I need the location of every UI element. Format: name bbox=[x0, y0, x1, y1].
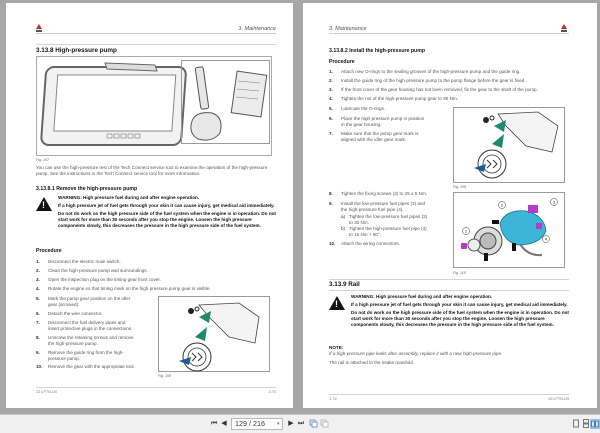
intro-paragraph: You can use the high-pressure test of the Tech Connect service tool to examine the operation of the high-pressure pump. See the instructions in the Tech Connect service tool for more information. bbox=[36, 165, 268, 176]
figure-110 bbox=[453, 192, 565, 268]
components-inset bbox=[181, 60, 270, 144]
single-page-view-icon[interactable] bbox=[571, 419, 581, 429]
last-page-icon[interactable]: ⏭ bbox=[297, 420, 305, 427]
section-title: 3.13.8 High-pressure pump bbox=[36, 47, 117, 54]
warning-title: WARNING: High pressure fuel during and after engine operation. bbox=[351, 294, 493, 299]
warning-text-2: Do not do work on the high pressure side of the fuel system when the engine is in operation. Do not start work for more than 30 seconds after you stop the engine. Loosen the high pressure components slowly, this decreases the pressure in the high pressure side of the fuel system. bbox=[351, 310, 569, 327]
svg-text:3: 3 bbox=[552, 199, 556, 205]
header-section: 3. Maintenance bbox=[329, 26, 367, 32]
pump-assembly-illustration bbox=[454, 193, 566, 269]
note-label: NOTE: bbox=[329, 345, 344, 350]
first-page-icon[interactable]: ⏮ bbox=[210, 420, 218, 427]
footer-page-number: 3-74 bbox=[329, 397, 337, 401]
divider bbox=[329, 290, 569, 291]
procedure-list: 1. Attach new O-rings to the sealing grooves of the high-pressure pump and the guide ring. 2. Install the guide ring of the high-pressure pump to the pump flange before the gear is fixed. 3. If the front cover of the gear housing has not been removed, fix the gear to the shaft of the pump. 4. Tighten the nut of the high-pressure pump gear to 80 Nm. 5. Lubricate the O-rings. 6. Place the high-pressure pump in position in the gear housing. 7. Make sure that the pump gear mark is aligned with the idler gear mark. 8. Tighten the fixing screws (2) to 25 ± 5 Nm. 9. Install the low-pressure fuel pipes (3) and the high-pressure fuel pipe (4). a) Tighten the low-pressure fuel pipes (3) to 30 Nm. b) Tighten the high-pressure fuel pipe (4) to 15 Nm + 60°. 10. Attach the wiring connectors. bbox=[329, 69, 538, 246]
warning-box bbox=[329, 294, 569, 344]
warning-title: WARNING: High pressure fuel during and after engine operation. bbox=[58, 195, 200, 200]
figure-caption: Fig. 108 bbox=[158, 374, 171, 378]
figure-caption: Fig. 110 bbox=[453, 271, 466, 275]
figure-107 bbox=[36, 56, 272, 156]
pump-gear-alignment-illustration bbox=[454, 108, 566, 184]
viewer-toolbar bbox=[0, 414, 600, 433]
warning-icon bbox=[36, 197, 52, 211]
procedure-list: 1. Disconnect the electric main switch. 2. Clean the high-pressure pump and surroundings. 3. Open the inspection plug on the timing gear front cover. 4. Rotate the engine so that timing mark on the high pressure pump gear is visible. 5. Mark the pump gear position on the idler gear (arrowed). 6. Detach the wire connector. 7. Disconnect the fuel delivery pipes and insert protective plugs in the connections. 8. Unscrew the retaining screws and remove the high-pressure pump. 9. Remove the guide ring from the high-pressure pump. 10. Remove the gear with the appropriate tool. bbox=[36, 259, 211, 369]
subsection-title: 3.13.8.1 Remove the high-pressure pump bbox=[36, 186, 138, 192]
page-header bbox=[329, 23, 569, 34]
page-number-input[interactable]: 129 / 216 bbox=[231, 418, 283, 430]
rail-text: The rail is attached to the intake manifold. bbox=[329, 360, 415, 365]
svg-text:4: 4 bbox=[544, 236, 548, 242]
page-left bbox=[6, 3, 293, 408]
two-page-view-icon[interactable] bbox=[590, 419, 600, 429]
subsection-title: 3.13.8.2 Install the high-pressure pump bbox=[329, 48, 425, 54]
divider bbox=[329, 279, 569, 280]
next-page-icon[interactable]: ▶ bbox=[288, 420, 294, 427]
header-section: 3. Maintenance bbox=[238, 26, 276, 32]
copy-icon[interactable] bbox=[308, 419, 318, 429]
footer-doc-code: 33 LFTN-D5 bbox=[548, 397, 569, 401]
svg-text:1: 1 bbox=[464, 228, 468, 234]
pump-gear-illustration bbox=[159, 297, 271, 373]
warning-icon bbox=[329, 296, 345, 310]
divider bbox=[36, 44, 276, 45]
footer-page-number: 3-73 bbox=[268, 390, 276, 394]
note-text: If a high-pressure pipe leaks after assembly, replace it with a new high-pressure pipe. bbox=[329, 351, 503, 356]
procedure-label: Procedure bbox=[329, 59, 355, 65]
warning-box bbox=[36, 195, 276, 245]
paste-icon[interactable] bbox=[319, 419, 329, 429]
warning-text-1: If a high pressure jet of fuel gets through your skin it can cause injury, get medical aid immediately. bbox=[58, 203, 275, 208]
page-footer bbox=[36, 387, 276, 395]
figure-109 bbox=[453, 107, 565, 183]
page-header bbox=[36, 23, 276, 34]
figure-108 bbox=[158, 296, 270, 372]
procedure-label: Procedure bbox=[36, 248, 62, 254]
warning-text-1: If a high pressure jet of fuel gets through your skin it can cause injury, get medical aid immediately. bbox=[351, 302, 568, 307]
footer-doc-code: 33 LFTN-D5 bbox=[36, 390, 57, 394]
page-right bbox=[303, 3, 597, 408]
page-footer bbox=[329, 394, 569, 402]
section-title: 3.13.9 Rail bbox=[329, 281, 360, 288]
page-dropdown-icon[interactable]: ▾ bbox=[277, 421, 280, 427]
svg-text:2: 2 bbox=[500, 202, 504, 208]
figure-caption: Fig. 109 bbox=[453, 185, 466, 189]
brand-logo bbox=[561, 24, 567, 32]
warning-text-2: Do not do work on the high pressure side of the fuel system when the engine is in operation. Do not start work for more than 30 seconds after you stop the engine. Loosen the high pressure components slowly, this decreases the pressure in the high pressure side of the fuel system. bbox=[58, 211, 276, 228]
injector-ecu-pump-icon bbox=[182, 61, 271, 145]
prev-page-icon[interactable]: ◀ bbox=[221, 420, 227, 427]
figure-caption: Fig. 107 bbox=[36, 158, 49, 162]
